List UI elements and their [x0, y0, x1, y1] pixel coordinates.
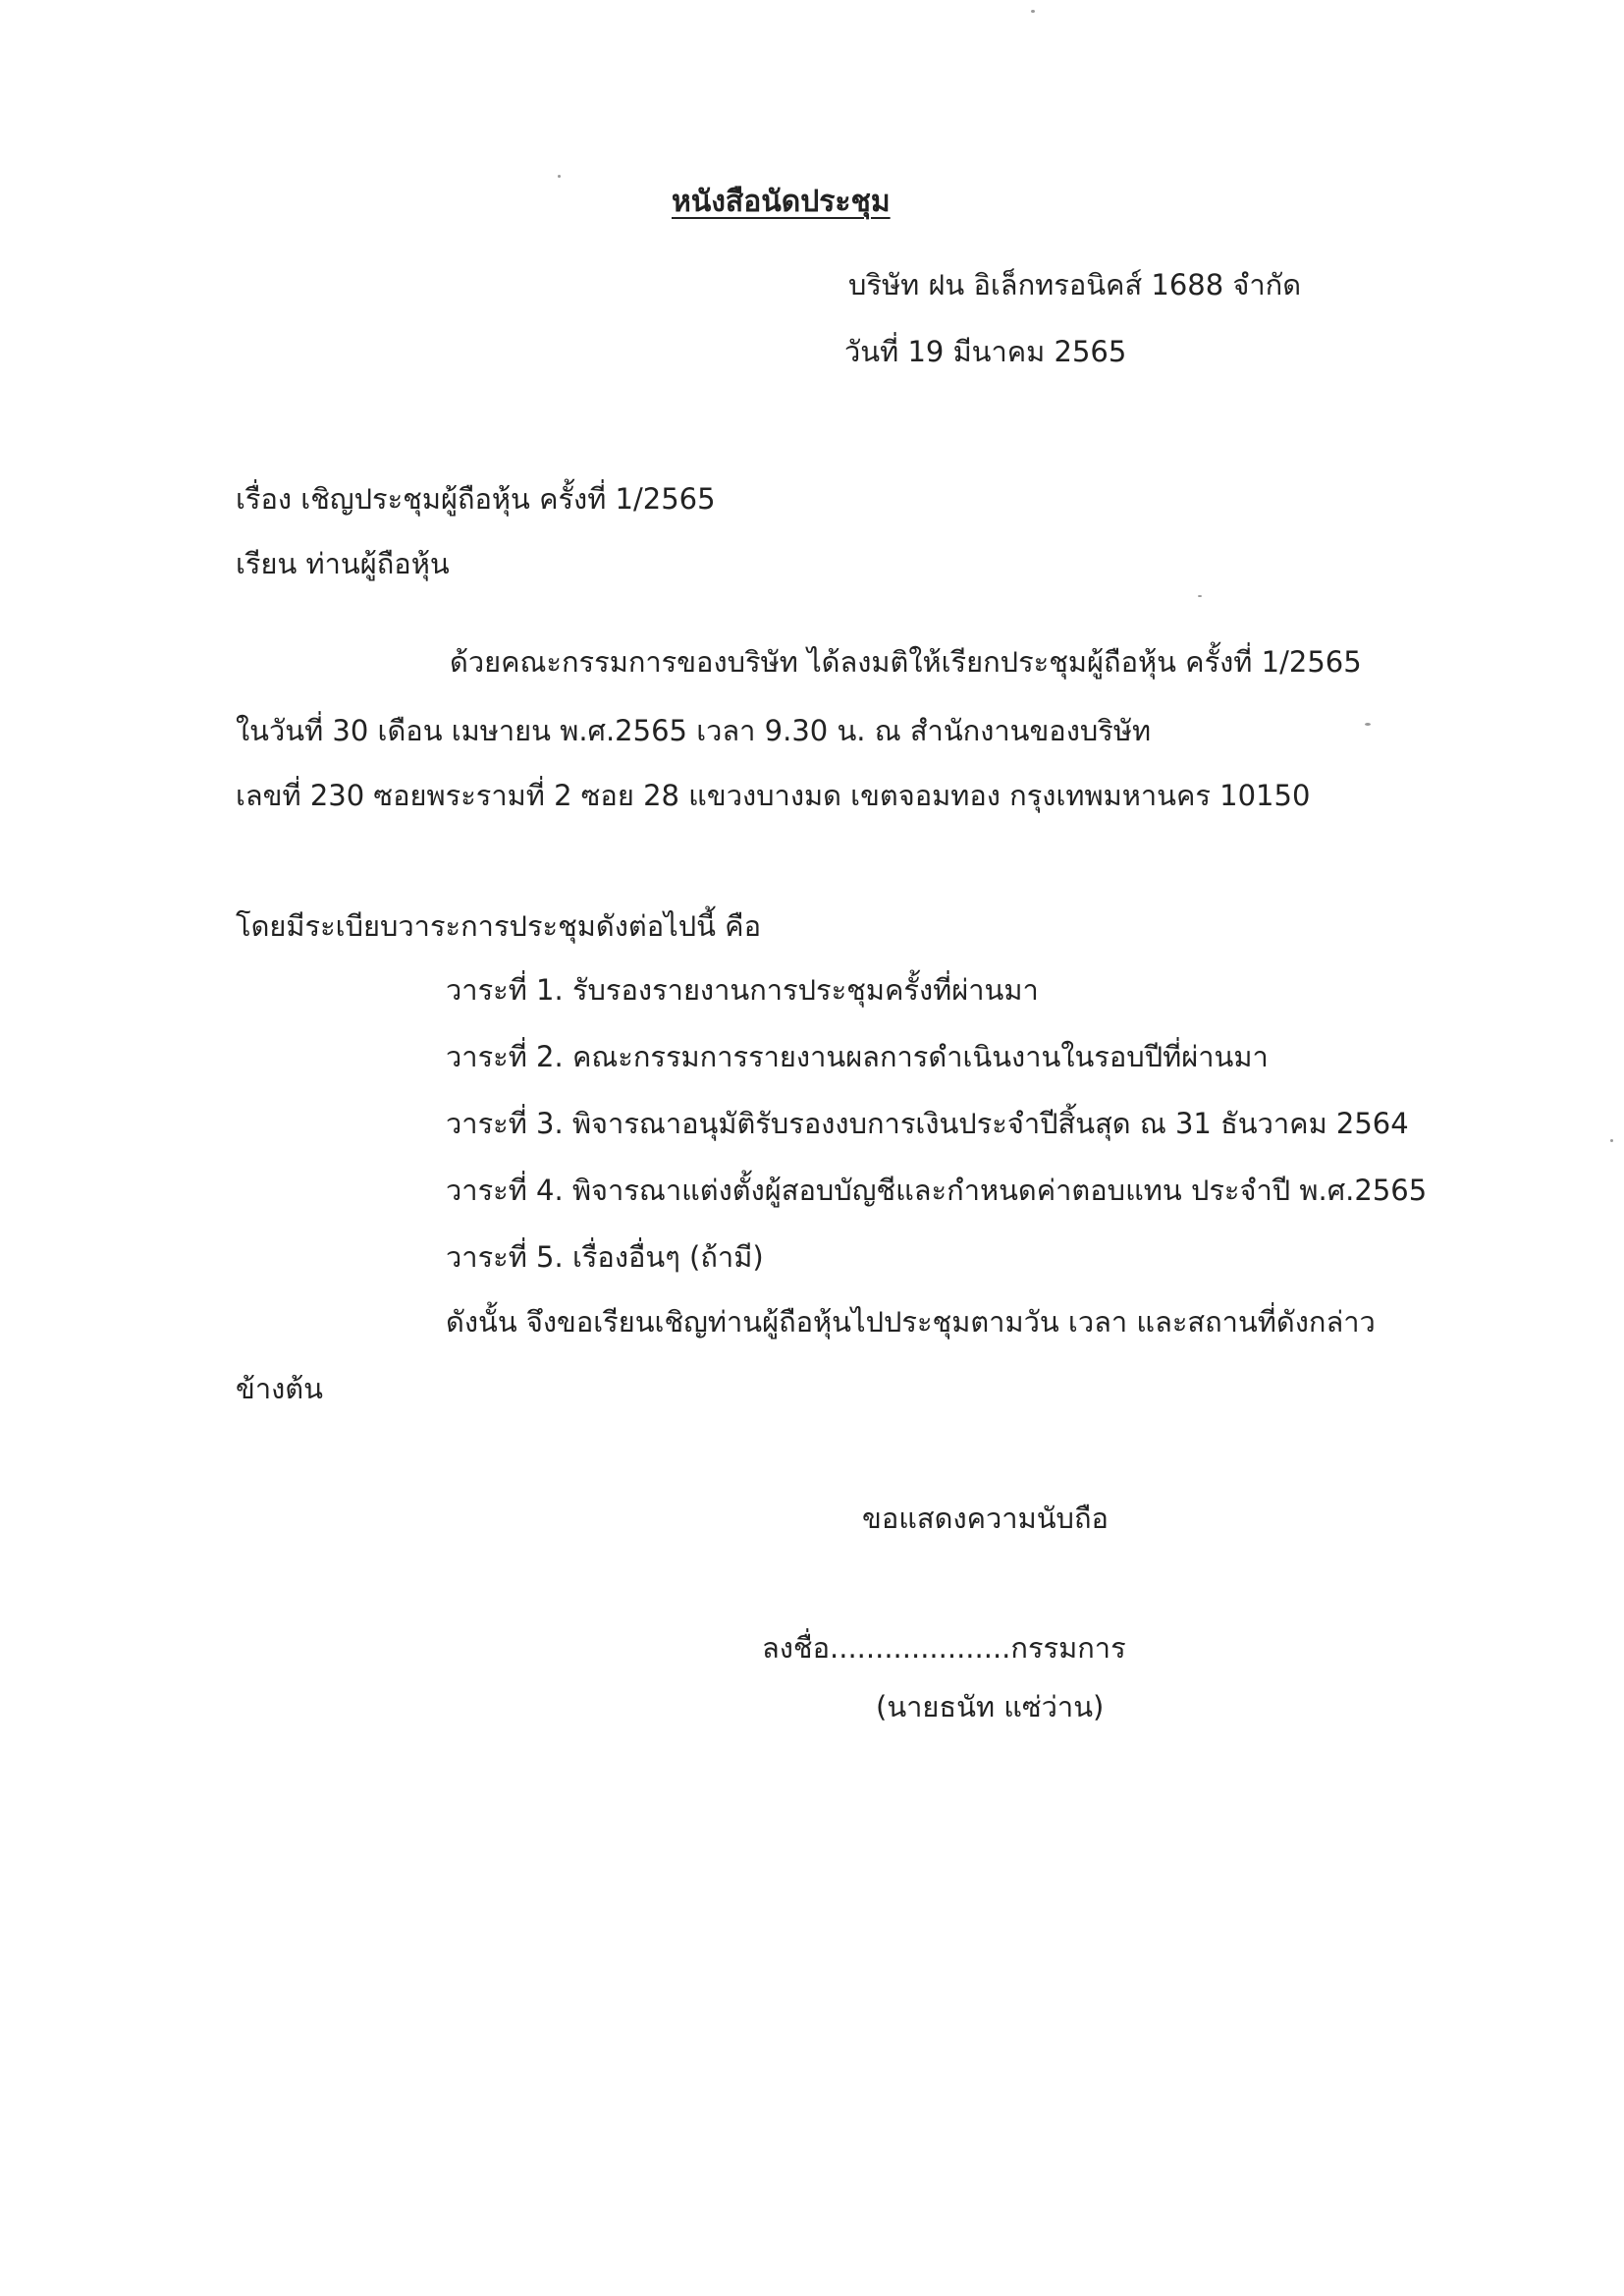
agenda-item-5: วาระที่ 5. เรื่องอื่นๆ (ถ้ามี)	[446, 1240, 764, 1274]
body-line-1: ด้วยคณะกรรมการของบริษัท ได้ลงมติให้เรียกประชุมผู้ถือหุ้น ครั้งที่ 1/2565	[450, 645, 1362, 679]
regards: ขอแสดงความนับถือ	[862, 1502, 1109, 1535]
agenda-item-2: วาระที่ 2. คณะกรรมการรายงานผลการดำเนินงานในรอบปีที่ผ่านมา	[446, 1040, 1269, 1073]
agenda-item-1: วาระที่ 1. รับรองรายงานการประชุมครั้งที่ผ่านมา	[446, 973, 1039, 1007]
scan-speck	[1198, 595, 1202, 597]
company-name: บริษัท ฝน อิเล็กทรอนิคส์ 1688 จำกัด	[848, 268, 1302, 301]
document-date: วันที่ 19 มีนาคม 2565	[844, 335, 1127, 368]
closing-line-2: ข้างต้น	[236, 1372, 323, 1405]
agenda-intro: โดยมีระเบียบวาระการประชุมดังต่อไปนี้ คือ	[236, 909, 761, 943]
document-title: หนังสือนัดประชุม	[672, 185, 891, 219]
closing-line-1: ดังนั้น จึงขอเรียนเชิญท่านผู้ถือหุ้นไปประชุมตามวัน เวลา และสถานที่ดังกล่าว	[446, 1305, 1376, 1339]
body-line-3: เลขที่ 230 ซอยพระรามที่ 2 ซอย 28 แขวงบางมด เขตจอมทอง กรุงเทพมหานคร 10150	[236, 779, 1311, 812]
scan-speck	[1610, 1139, 1613, 1142]
recipient-line: เรียน ท่านผู้ถือหุ้น	[236, 547, 450, 580]
scan-speck	[1365, 723, 1371, 726]
scan-speck	[558, 175, 561, 178]
subject-line: เรื่อง เชิญประชุมผู้ถือหุ้น ครั้งที่ 1/2565	[236, 482, 716, 516]
body-line-2: ในวันที่ 30 เดือน เมษายน พ.ศ.2565 เวลา 9.30 น. ณ สำนักงานของบริษัท	[236, 714, 1152, 747]
agenda-item-4: วาระที่ 4. พิจารณาแต่งตั้งผู้สอบบัญชีและกำหนดค่าตอบแทน ประจำปี พ.ศ.2565	[446, 1174, 1428, 1207]
agenda-item-3: วาระที่ 3. พิจารณาอนุมัติรับรองงบการเงินประจำปีสิ้นสุด ณ 31 ธันวาคม 2564	[446, 1107, 1409, 1140]
scan-speck	[1031, 10, 1035, 13]
signer-name: (นายธนัท แซ่ว่าน)	[876, 1690, 1105, 1723]
signature-line: ลงชื่อ....................กรรมการ	[762, 1631, 1126, 1665]
